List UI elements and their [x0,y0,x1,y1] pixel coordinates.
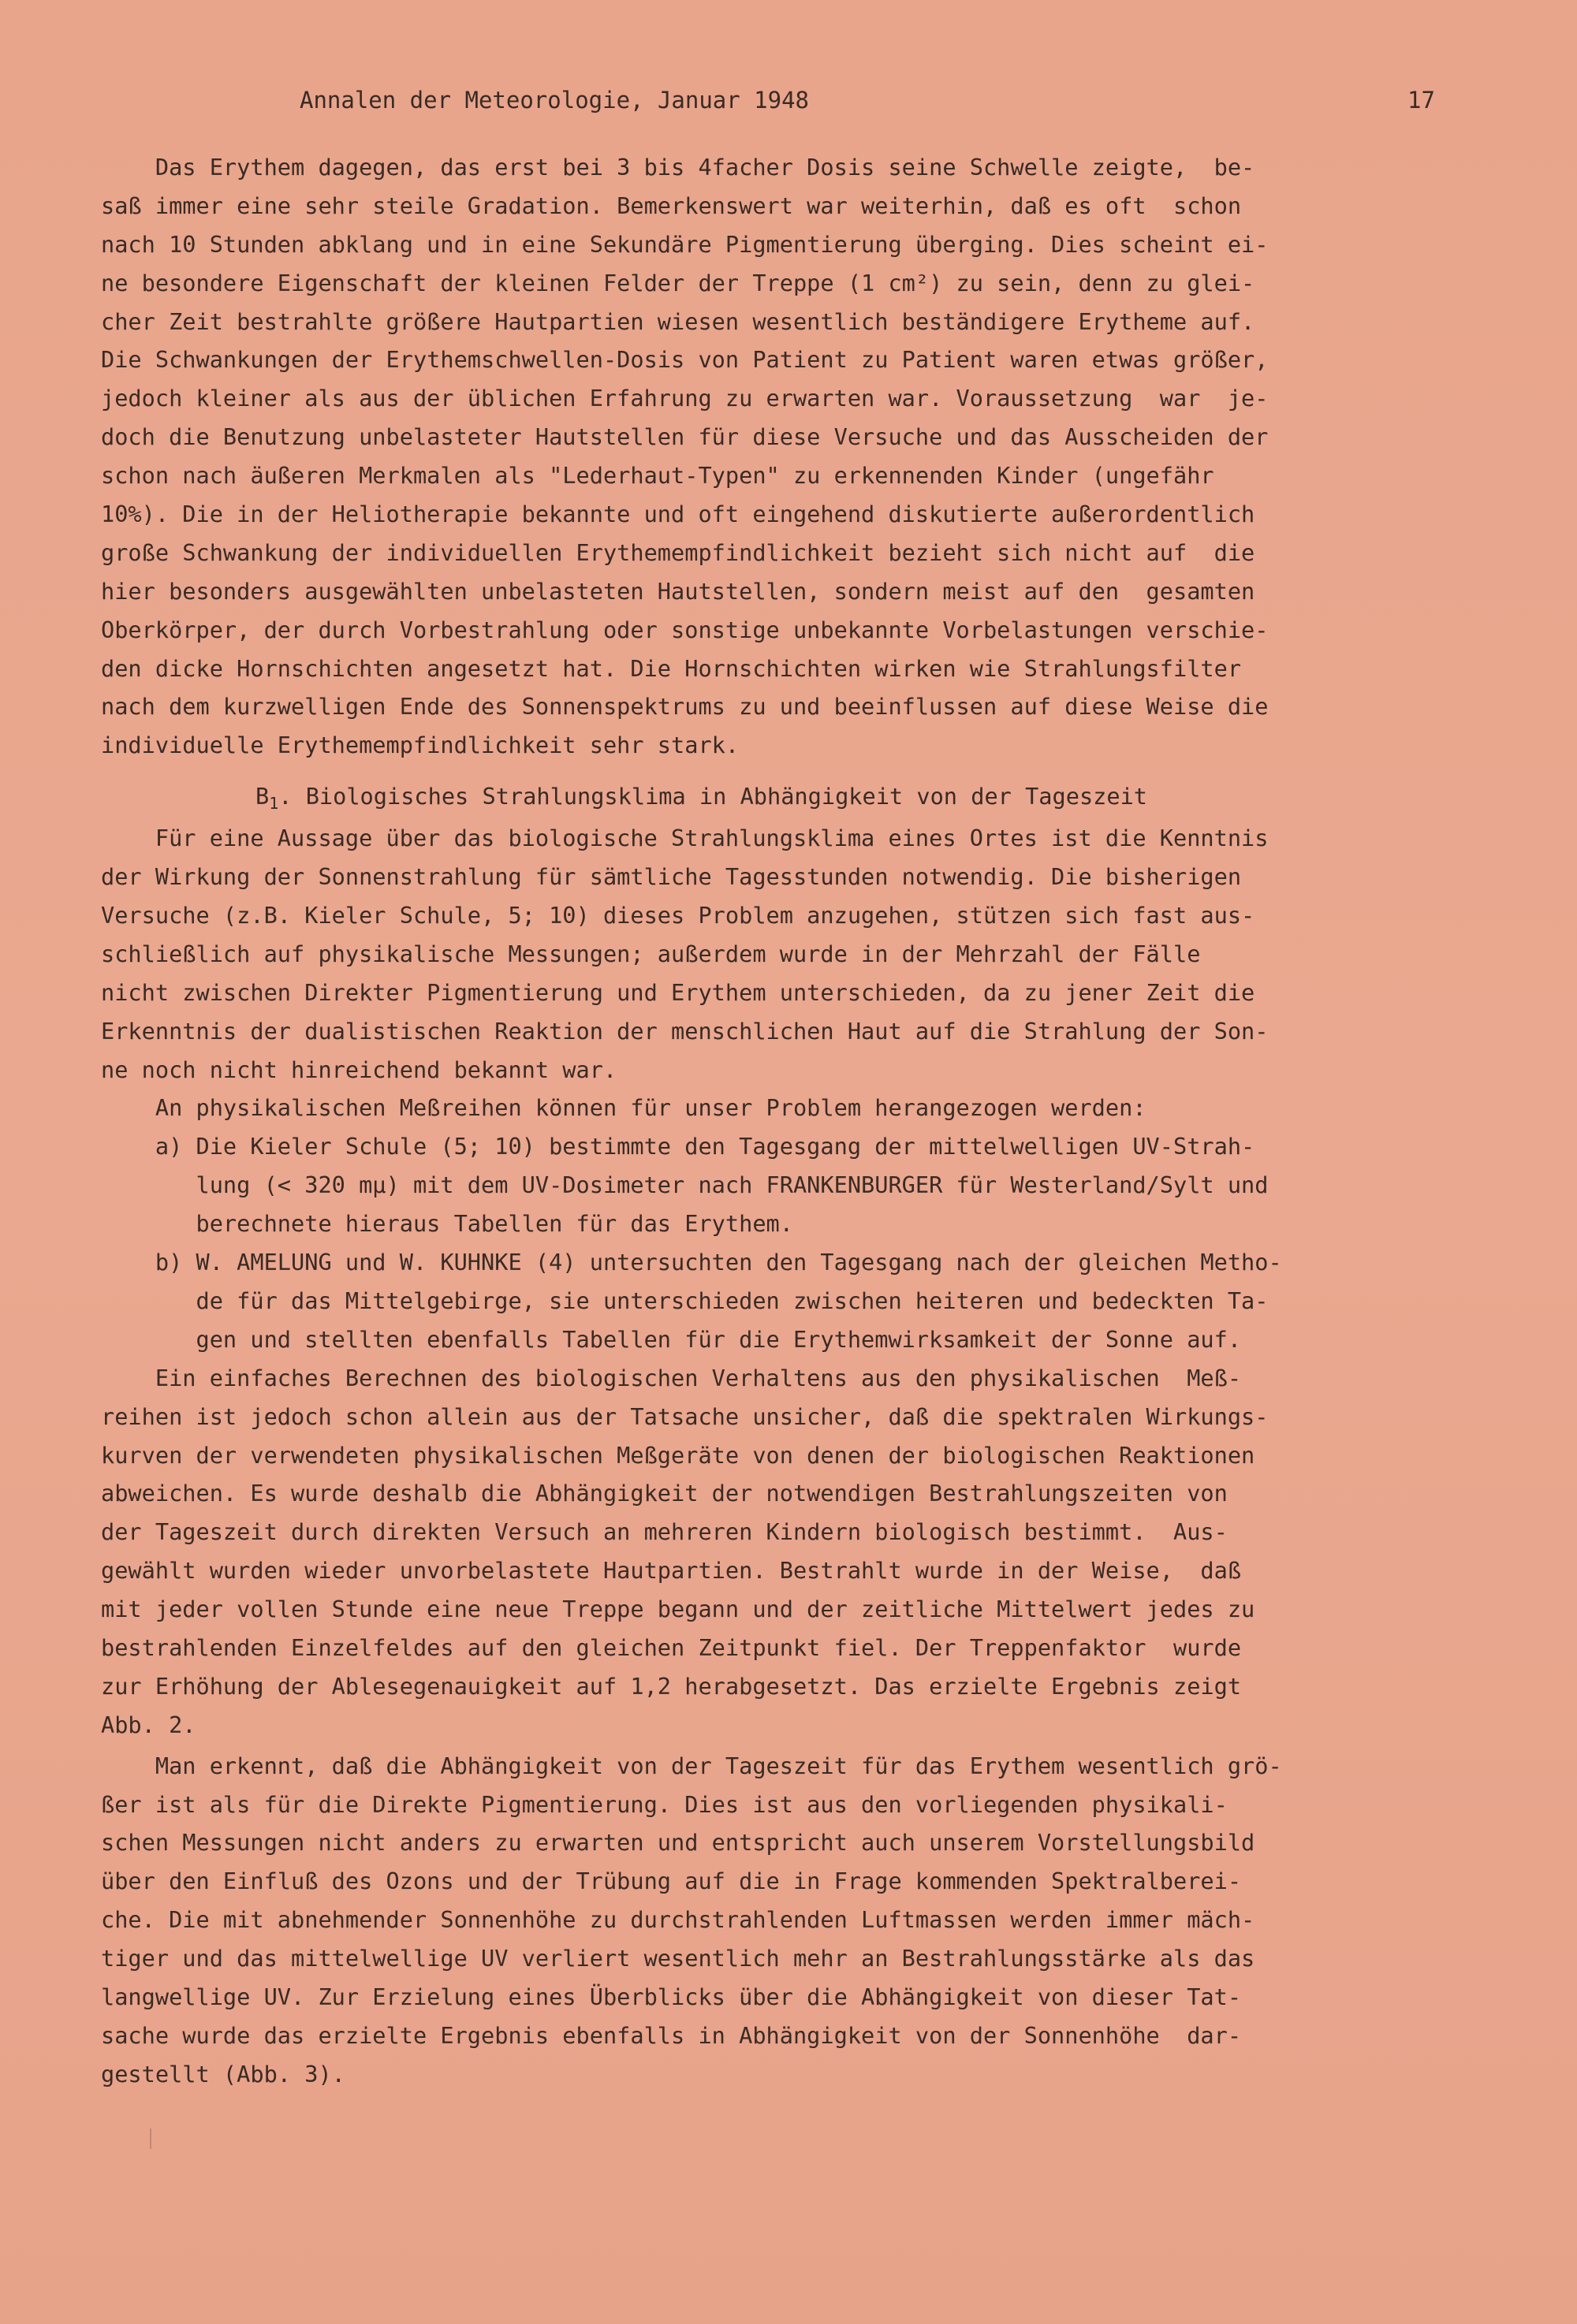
text-line: große Schwankung der individuellen Erythemempfindlichkeit bezieht sich nicht auf die [101,538,1255,566]
text-line: An physikalischen Meßreihen können für unser Problem herangezogen werden: [101,1094,1146,1122]
text-line: Die Schwankungen der Erythemschwellen-Dosis von Patient zu Patient waren etwas größer, [101,346,1269,374]
text-line: der Wirkung der Sonnenstrahlung für sämtliche Tagesstunden notwendig. Die bisherigen [101,863,1242,891]
list-item-a-line: a) Die Kieler Schule (5; 10) bestimmte den Tagesgang der mittelwelligen UV-Strah- [101,1133,1255,1160]
text-line: doch die Benutzung unbelasteter Hautstellen für diese Versuche und das Ausscheiden der [101,423,1269,451]
paragraph-1 [101,148,1441,765]
text-line: zur Erhöhung der Ablesegenauigkeit auf 1,2 herabgesetzt. Das erzielte Ergebnis zeigt [101,1672,1242,1700]
text-line: Für eine Aussage über das biologische Strahlungsklima eines Ortes ist die Kenntnis [101,825,1269,852]
text-line: abweichen. Es wurde deshalb die Abhängigkeit der notwendigen Bestrahlungszeiten von [101,1480,1228,1507]
paragraph-2 [101,819,1441,1744]
running-header: Annalen der Meteorologie, Januar 1948 [300,87,810,114]
list-item-b-line: b) W. AMELUNG und W. KUHNKE (4) untersuchten den Tagesgang nach der gleichen Metho- [101,1249,1282,1276]
text-line: hier besonders ausgewählten unbelasteten Hautstellen, sondern meist auf den gesamten [101,577,1255,605]
text-line: nach 10 Stunden abklang und in eine Sekundäre Pigmentierung überging. Dies scheint ei- [101,230,1269,258]
text-line: individuelle Erythemempfindlichkeit sehr stark. [101,732,740,759]
text-line: Abb. 2. [101,1711,196,1738]
text-line: Das Erythem dagegen, das erst bei 3 bis 4facher Dosis seine Schwelle zeigte, be- [101,154,1255,181]
text-line: ne besondere Eigenschaft der kleinen Felder der Treppe (1 cm²) zu sein, denn zu glei- [101,269,1255,296]
text-line: ßer ist als für die Direkte Pigmentierung. Dies ist aus den vorliegenden physikali- [101,1790,1228,1818]
text-line: 10%). Die in der Heliotherapie bekannte und oft eingehend diskutierte außerordentlich [101,501,1255,528]
text-line: gewählt wurden wieder unvorbelastete Hautpartien. Bestrahlt wurde in der Weise, daß [101,1557,1242,1585]
text-line: ne noch nicht hinreichend bekannt war. [101,1056,617,1083]
text-line: cher Zeit bestrahlte größere Hautpartien wiesen wesentlich beständigere Erytheme auf. [101,307,1255,335]
section-heading-subscript: 1 [269,794,279,814]
text-line: Erkenntnis der dualistischen Reaktion der menschlichen Haut auf die Strahlung der Son- [101,1017,1269,1045]
text-line: schließlich auf physikalische Messungen; außerdem wurde in der Mehrzahl der Fälle [101,940,1201,967]
document-body [101,148,1441,2094]
text-line: mit jeder vollen Stunde eine neue Treppe begann und der zeitliche Mittelwert jedes zu [101,1596,1255,1623]
text-line: nach dem kurzwelligen Ende des Sonnenspektrums zu und beeinflussen auf diese Weise die [101,693,1269,721]
text-line: Versuche (z.B. Kieler Schule, 5; 10) dieses Problem anzugehen, stützen sich fast aus- [101,902,1255,929]
text-line: gestellt (Abb. 3). [101,2060,345,2088]
section-heading [101,777,1441,816]
text-line: saß immer eine sehr steile Gradation. Bemerkenswert war weiterhin, daß es oft schon [101,192,1242,219]
text-line: schen Messungen nicht anders zu erwarten und entspricht auch unserem Vorstellungsbild [101,1829,1255,1857]
text-line: über den Einfluß des Ozons und der Trübung auf die in Frage kommenden Spektralberei- [101,1868,1242,1895]
pencil-mark [150,2128,151,2149]
list-item-a-line: lung (< 320 mμ) mit dem UV-Dosimeter nach FRANKENBURGER für Westerland/Sylt und [101,1171,1269,1199]
text-line: schon nach äußeren Merkmalen als "Lederhaut-Typen" zu erkennenden Kinder (ungefähr [101,462,1214,490]
paragraph-3 [101,1747,1441,2094]
text-line: bestrahlenden Einzelfeldes auf den gleichen Zeitpunkt fiel. Der Treppenfaktor wurde [101,1633,1242,1661]
text-line: Ein einfaches Berechnen des biologischen Verhaltens aus den physikalischen Meß- [101,1364,1242,1391]
page-number: 17 [1407,87,1435,114]
text-line: sache wurde das erzielte Ergebnis ebenfalls in Abhängigkeit von der Sonnenhöhe dar- [101,2021,1242,2049]
text-line: jedoch kleiner als aus der üblichen Erfahrung zu erwarten war. Voraussetzung war je- [101,385,1269,412]
list-item-a-line: berechnete hieraus Tabellen für das Erythem. [101,1210,793,1238]
text-line: Oberkörper, der durch Vorbestrahlung oder sonstige unbekannte Vorbelastungen verschie- [101,616,1269,643]
text-line: reihen ist jedoch schon allein aus der Tatsache unsicher, daß die spektralen Wirkungs- [101,1402,1269,1430]
text-line: Man erkennt, daß die Abhängigkeit von der Tageszeit für das Erythem wesentlich grö- [101,1752,1282,1779]
list-item-b-line: de für das Mittelgebirge, sie unterschieden zwischen heiteren und bedeckten Ta- [101,1287,1269,1314]
text-line: che. Die mit abnehmender Sonnenhöhe zu durchstrahlenden Luftmassen werden immer mäch- [101,1906,1255,1934]
text-line: tiger und das mittelwellige UV verliert wesentlich mehr an Bestrahlungsstärke als das [101,1945,1255,1972]
text-line: kurven der verwendeten physikalischen Meßgeräte von denen der biologischen Reaktionen [101,1441,1255,1469]
text-line: der Tageszeit durch direkten Versuch an mehreren Kindern biologisch bestimmt. Aus- [101,1518,1228,1546]
section-heading-text: . Biologisches Strahlungsklima in Abhängigkeit von der Tageszeit [278,783,1148,810]
text-line: nicht zwischen Direkter Pigmentierung und Erythem unterschieden, da zu jener Zeit die [101,978,1255,1006]
text-line: den dicke Hornschichten angesetzt hat. Die Hornschichten wirken wie Strahlungsfilter [101,654,1242,682]
list-item-b-line: gen und stellten ebenfalls Tabellen für die Erythemwirksamkeit der Sonne auf. [101,1325,1242,1353]
section-heading-label: B [255,783,270,810]
text-line: langwellige UV. Zur Erzielung eines Überblicks über die Abhängigkeit von dieser Tat- [101,1983,1242,2010]
